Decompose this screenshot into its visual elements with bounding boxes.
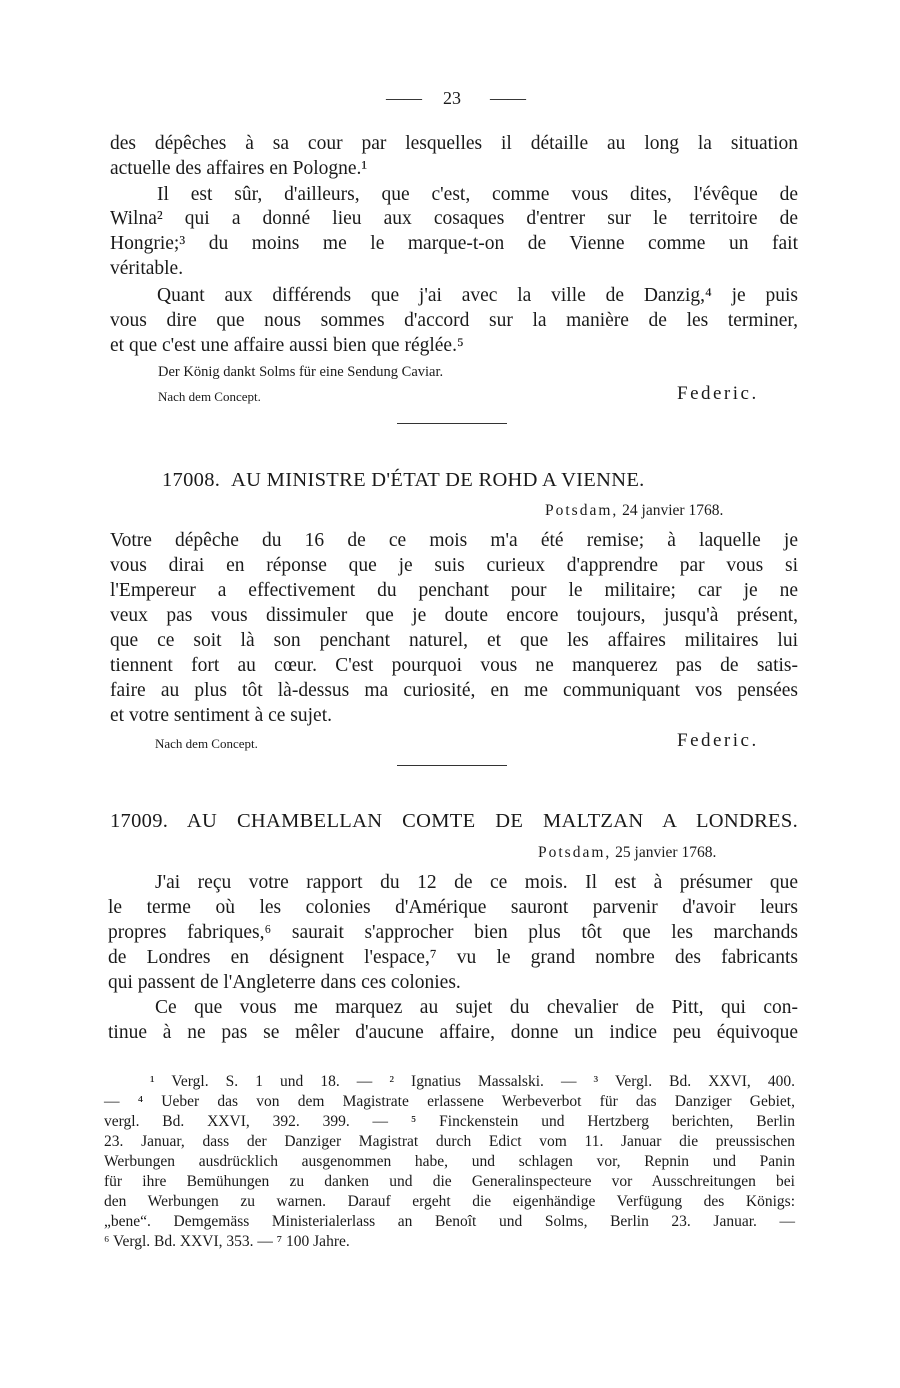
letter-line-2: le terme où les colonies d'Amérique sauront parvenir d'avoir leurs [108,897,798,918]
page-number: 23 [443,88,461,108]
letter-line-3: l'Empereur a effectivement du penchant pour le militaire; car je ne [110,580,798,601]
letter-line-7: tinue à ne pas se mêler d'aucune affaire, donne un indice peu équivoque [108,1022,798,1043]
letter-line-5: que ce soit là son penchant naturel, et que les affaires militaires lui [110,630,798,651]
intro-line-8: vous dire que nous sommes d'accord sur la manière de les terminer, [110,310,798,331]
letter-title: AU CHAMBELLAN COMTE DE MALTZAN A LONDRES. [186,810,799,832]
intro-line-5: Hongrie;³ du moins me le marque-t-on de Vienne comme un fait [110,233,798,254]
intro-line-3: Il est sûr, d'ailleurs, que c'est, comme vous dites, l'évêque de [157,184,798,205]
intro-line-7: Quant aux différends que j'ai avec la ville de Danzig,⁴ je puis [157,285,798,306]
letter-date: 25 janvier 1768. [615,844,717,861]
letter-source: Nach dem Concept. [155,736,258,751]
letter-place: Potsdam, [545,502,619,519]
letter-date: 24 janvier 1768. [622,502,724,519]
letter-line-2: vous dirai en réponse que je suis curieux d'apprendre par vous si [110,555,798,576]
intro-line-9: et que c'est une affaire aussi bien que réglée.⁵ [110,335,464,356]
footnote-line-2: — ⁴ Ueber das von dem Magistrate erlassene Werbeverbot für das Danziger Gebiet, [104,1093,795,1110]
footnote-line-1: ¹ Vergl. S. 1 und 18. — ² Ignatius Massalski. — ³ Vergl. Bd. XXVI, 400. [150,1073,795,1090]
footnote-line-9: ⁶ Vergl. Bd. XXVI, 353. — ⁷ 100 Jahre. [104,1233,350,1250]
letter-place: Potsdam, [538,844,612,861]
footnote-line-7: den Werbungen zu warnen. Darauf ergeht die eigenhändige Verfügung des Königs: [104,1193,795,1210]
letter-line-4: veux pas vous dissimuler que je doute encore toujours, jusqu'à présent, [110,605,798,626]
intro-editorial-note: Der König dankt Solms für eine Sendung Caviar. [158,364,444,380]
letter-line-6: Ce que vous me marquez au sujet du chevalier de Pitt, qui con- [155,997,798,1018]
intro-line-6: véritable. [110,258,184,279]
intro-line-4: Wilna² qui a donné lieu aux cosaques d'entrer sur le territoire de [110,208,798,229]
letter-line-5: qui passent de l'Angleterre dans ces colonies. [108,972,461,993]
letter-line-1: Votre dépêche du 16 de ce mois m'a été remise; à laquelle je [110,530,798,551]
section-divider [397,765,507,766]
letter-line-1: J'ai reçu votre rapport du 12 de ce mois. Il est à présumer que [155,872,798,893]
intro-line-1: des dépêches à sa cour par lesquelles il détaille au long la situation [110,133,798,154]
letter-dateline [538,844,716,862]
letter-number: 17009. [110,810,169,832]
footnote-line-6: für ihre Bemühungen zu danken und die Generalinspecteure vor Ausschreitungen bei [104,1173,795,1190]
footnote-line-4: 23. Januar, dass der Danziger Magistrat durch Edict vom 11. Januar die preussischen [104,1133,795,1150]
footnote-line-5: Werbungen ausdrücklich ausgenommen habe, und schlagen vor, Repnin und Panin [104,1153,795,1170]
intro-source: Nach dem Concept. [158,389,261,404]
letter-line-7: faire au plus tôt là-dessus ma curiosité, en me communiquant vos pensées [110,680,798,701]
letter-dateline [545,502,723,520]
page-dash-right: —— [490,88,526,108]
page-dash-left: —— [386,88,422,108]
footnote-line-3: vergl. Bd. XXVI, 392. 399. — ⁵ Finckenstein und Hertzberg berichten, Berlin [104,1113,795,1130]
letter-heading [110,810,798,833]
letter-title: AU MINISTRE D'ÉTAT DE ROHD A VIENNE. [231,469,645,491]
section-divider [397,423,507,424]
letter-number: 17008. [162,469,221,491]
letter-line-3: propres fabriques,⁶ saurait s'approcher bien plus tôt que les marchands [108,922,798,943]
letter-line-6: tiennent fort au cœur. C'est pourquoi vous ne manquerez pas de satis- [110,655,798,676]
letter-heading [162,469,645,492]
intro-line-2: actuelle des affaires en Pologne.¹ [110,158,368,179]
intro-signature: Federic. [677,383,759,404]
letter-signature: Federic. [677,730,759,751]
footnote-line-8: „bene“. Demgemäss Ministerialerlass an Benoît und Solms, Berlin 23. Januar. — [104,1213,795,1230]
letter-line-8: et votre sentiment à ce sujet. [110,705,333,726]
letter-line-4: de Londres en désignent l'espace,⁷ vu le grand nombre des fabricants [108,947,798,968]
